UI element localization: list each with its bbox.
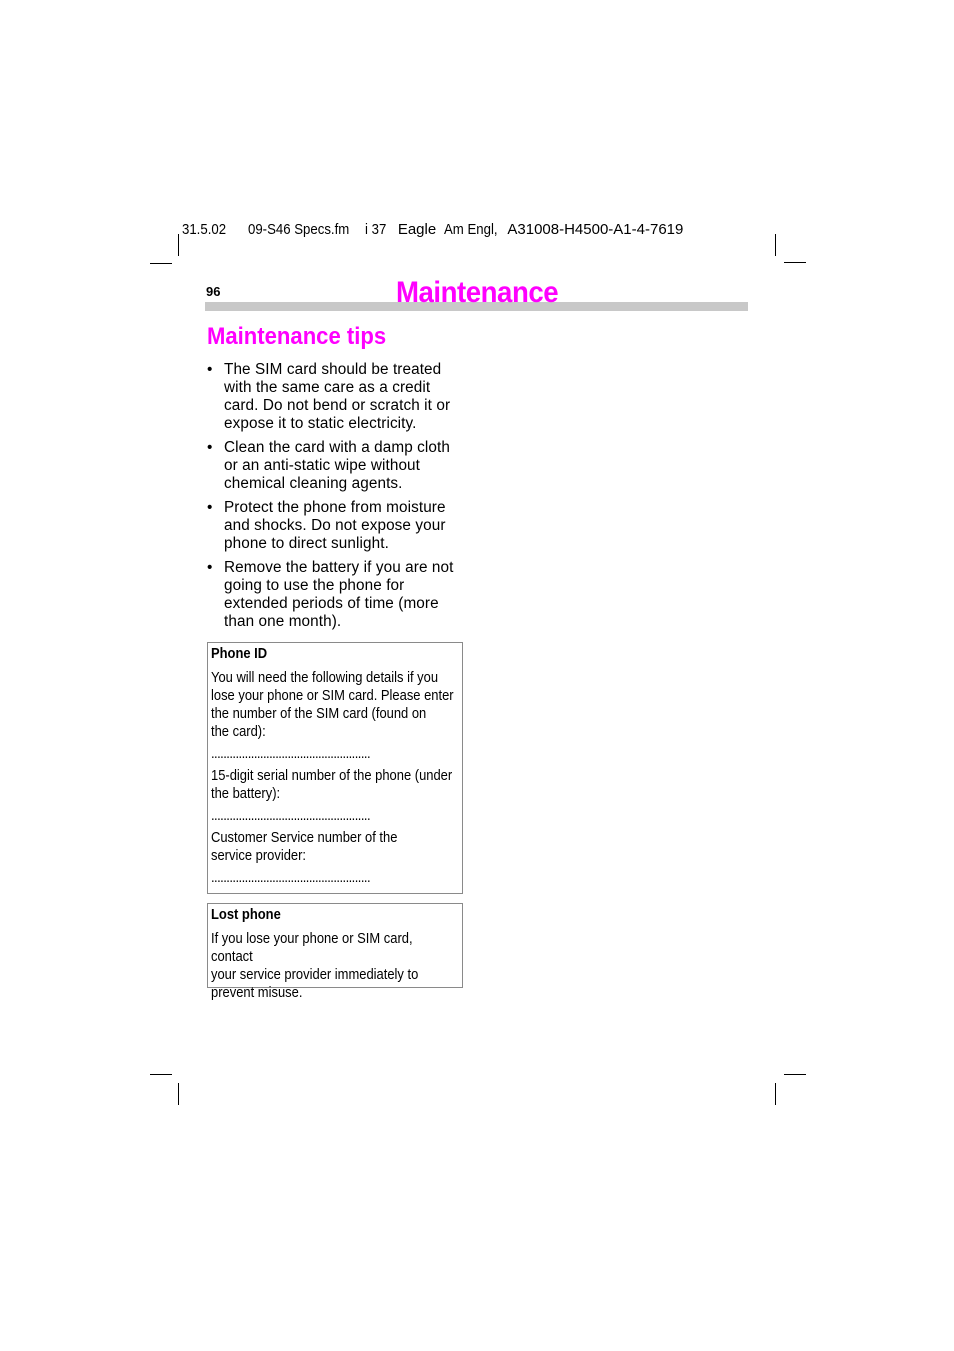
header-am-engl: Am Engl, [444, 221, 498, 238]
crop-mark [775, 1083, 776, 1105]
print-header [182, 221, 687, 238]
tip-line: going to use the phone for [224, 577, 405, 594]
service-number-label: Customer Service number of the service provider: [211, 830, 398, 864]
tip-line: Remove the battery if you are not [224, 559, 454, 576]
list-item [207, 439, 469, 493]
phone-id-title: Phone ID [211, 646, 268, 662]
phone-id-intro: You will need the following details if you lose your phone or SIM card. Please enter the number of the SIM card (found on the card): [211, 670, 454, 740]
section-heading: Maintenance tips [207, 323, 387, 350]
service-number-blank: .................................................... [211, 870, 371, 886]
page-title: Maintenance [396, 276, 559, 309]
bullet-icon: • [207, 559, 213, 576]
tips-list [207, 361, 469, 637]
crop-mark [784, 1074, 806, 1075]
crop-mark [150, 1074, 172, 1075]
tip-line: The SIM card should be treated [224, 361, 442, 378]
page-number: 96 [206, 284, 221, 299]
header-file: 09-S46 Specs.fm [248, 221, 350, 238]
tip-line: phone to direct sunlight. [224, 535, 389, 552]
list-item [207, 559, 469, 631]
bullet-icon: • [207, 439, 213, 456]
phone-id-box [207, 642, 463, 894]
list-item [207, 499, 469, 553]
header-date: 31.5.02 [182, 221, 227, 238]
crop-mark [150, 263, 172, 264]
tip-line: expose it to static electricity. [224, 415, 417, 432]
lost-phone-text: If you lose your phone or SIM card, contact your service provider immediately to prevent misuse. [211, 931, 419, 1001]
tip-line: or an anti-static wipe without [224, 457, 421, 474]
tip-line: card. Do not bend or scratch it or [224, 397, 451, 414]
tip-line: chemical cleaning agents. [224, 475, 403, 492]
crop-mark [178, 234, 179, 256]
serial-number-blank: .................................................... [211, 808, 371, 824]
tip-line: extended periods of time (more [224, 595, 439, 612]
bullet-icon: • [207, 499, 213, 516]
list-item [207, 361, 469, 433]
tip-line: than one month). [224, 613, 342, 630]
bullet-icon: • [207, 361, 213, 378]
tip-line: with the same care as a credit [224, 379, 431, 396]
lost-phone-box [207, 903, 463, 1001]
crop-mark [775, 234, 776, 256]
crop-mark [784, 262, 806, 263]
lost-phone-title: Lost phone [211, 907, 281, 923]
sim-number-blank: .................................................... [211, 746, 371, 762]
tip-line: Clean the card with a damp cloth [224, 439, 450, 456]
header-doc-code: A31008-H4500-A1-4-7619 [507, 221, 684, 238]
crop-mark [178, 1083, 179, 1105]
header-eagle: Eagle [397, 221, 437, 238]
tip-line: and shocks. Do not expose your [224, 517, 446, 534]
serial-number-label: 15-digit serial number of the phone (under the battery): [211, 768, 453, 802]
header-page-ref: i 37 [365, 221, 387, 238]
tip-line: Protect the phone from moisture [224, 499, 446, 516]
